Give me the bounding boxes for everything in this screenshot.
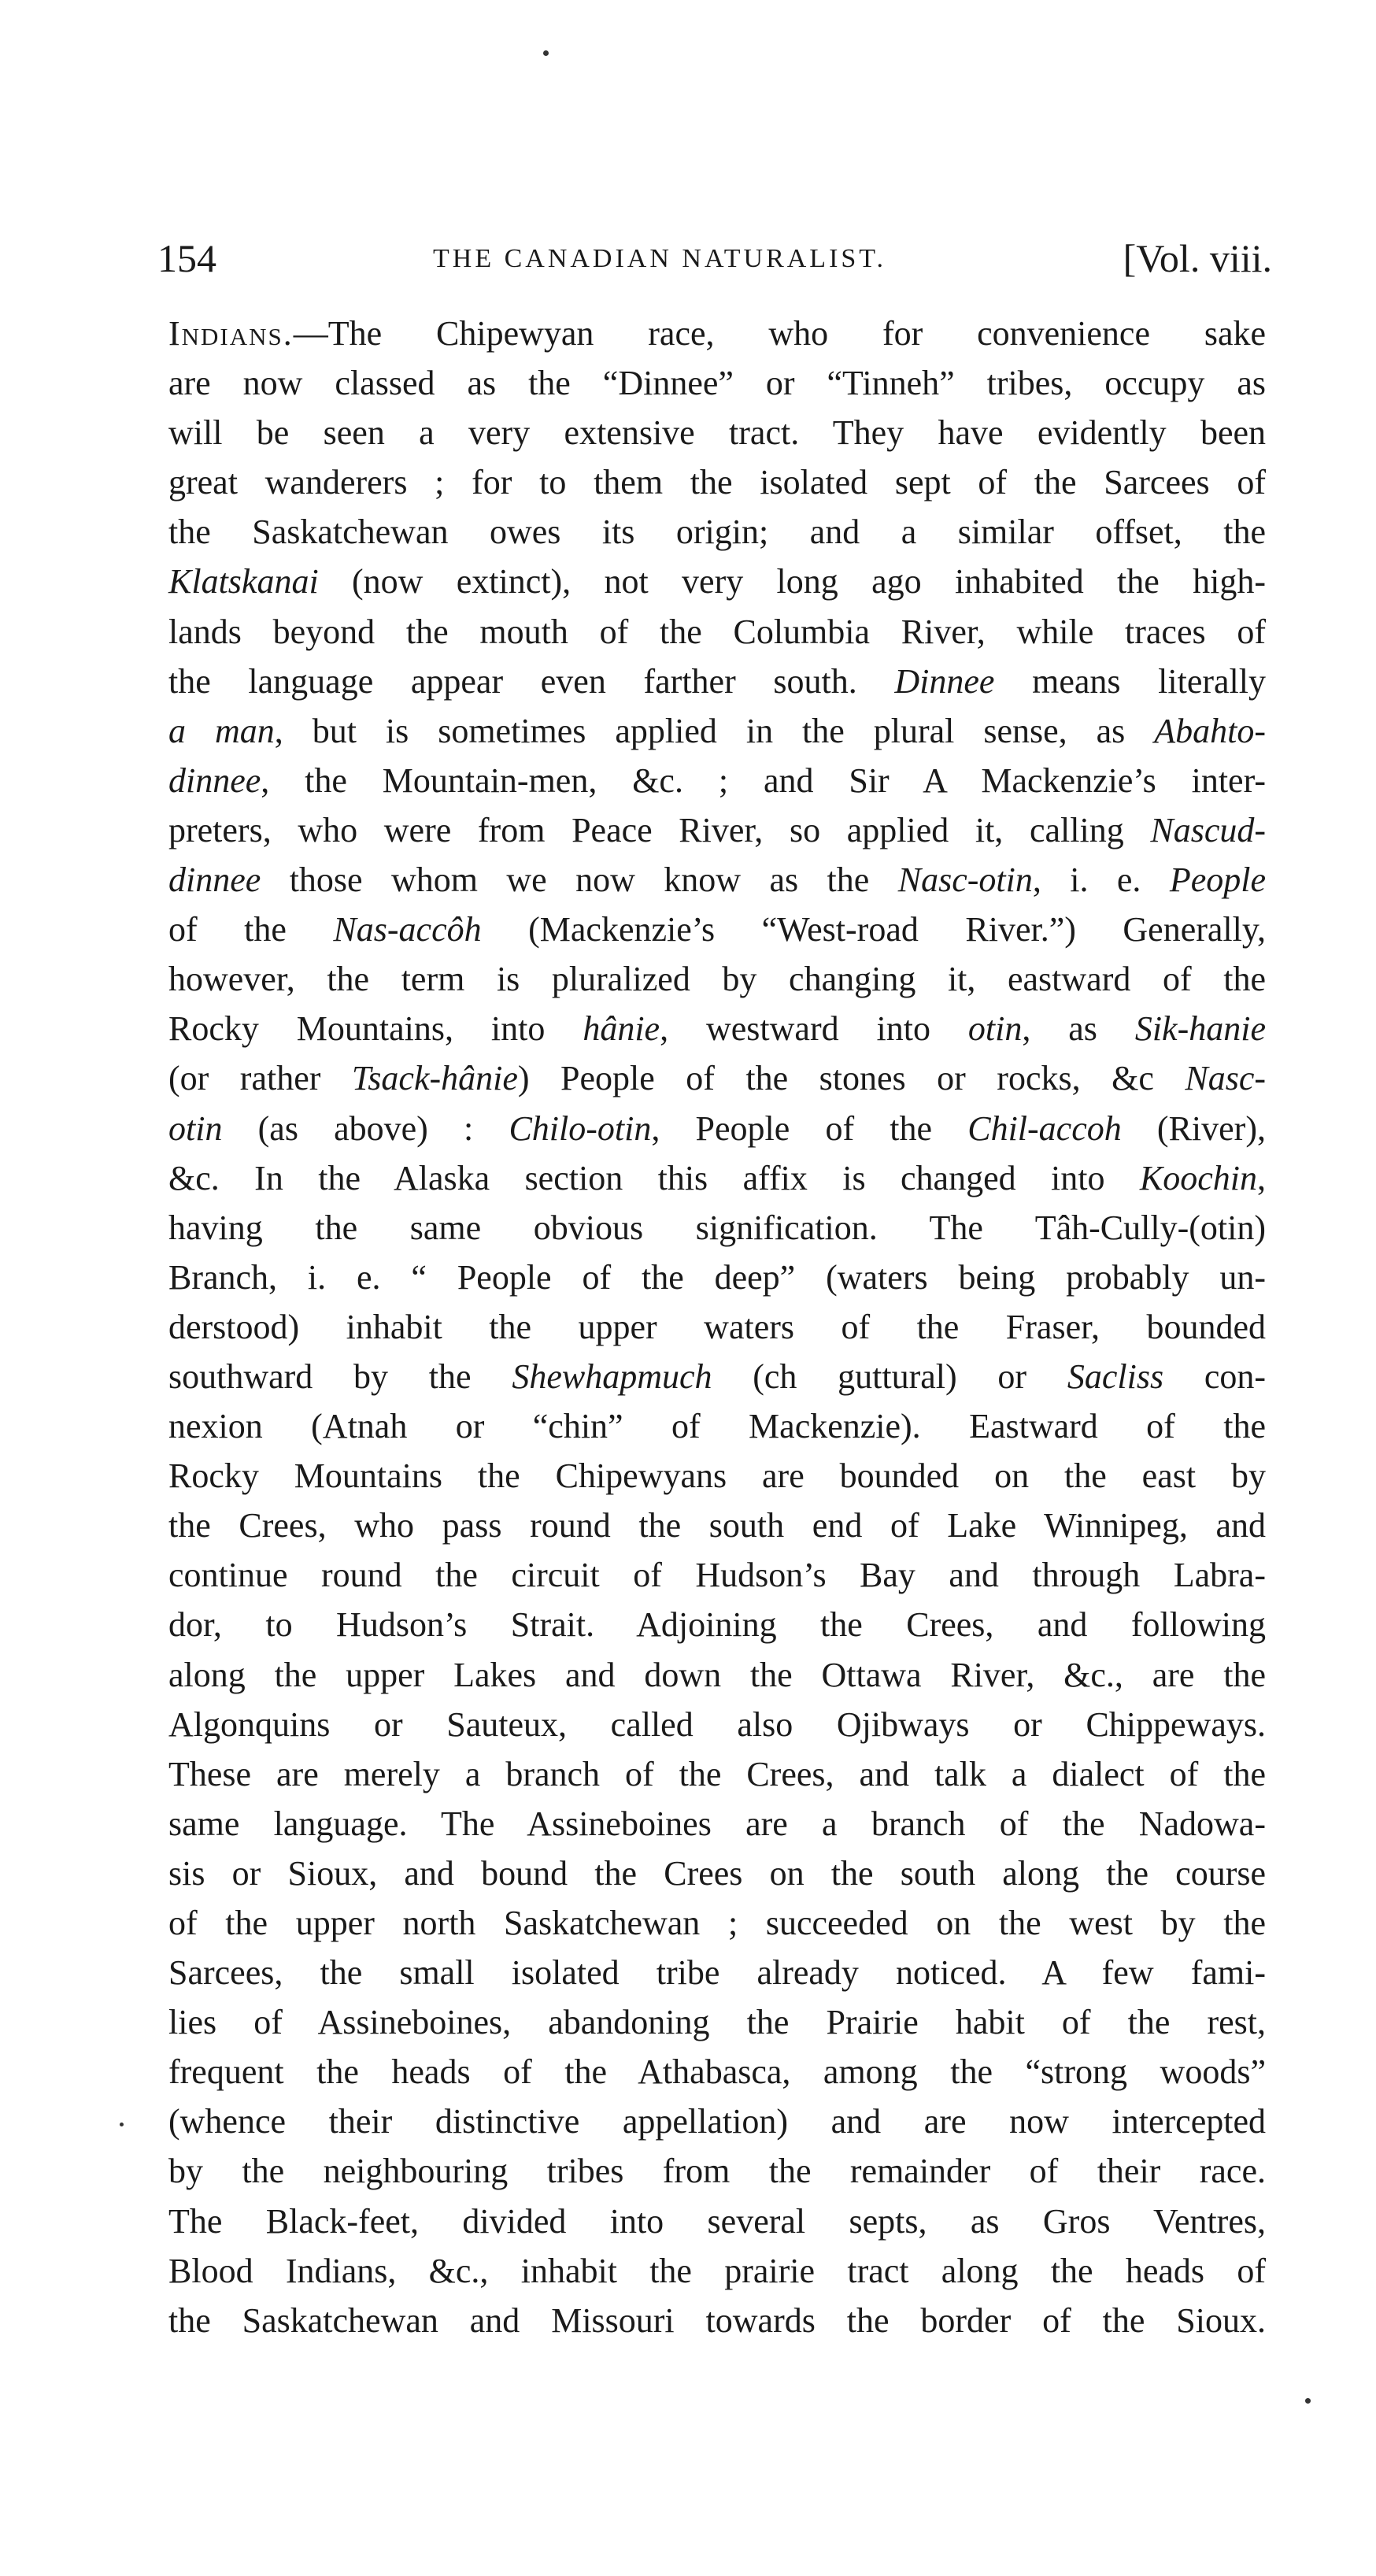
text-line [168, 1302, 1266, 1352]
text-run: those whom we now know as the [261, 861, 898, 900]
section-lead: Indians. [168, 314, 294, 353]
text-line [168, 1004, 1266, 1053]
text-line [168, 1898, 1266, 1948]
text-line [168, 2246, 1266, 2296]
text-run: lies of Assineboines, abandoning the Prairie habit of the rest, [168, 2003, 1266, 2042]
text-line [168, 1401, 1266, 1451]
text-run: , i. e. [1032, 861, 1170, 900]
speck-mark [543, 50, 549, 56]
text-run: (whence their distinctive appellation) and are now intercepted [168, 2102, 1266, 2141]
text-line [168, 2296, 1266, 2345]
italic-term: Koochin [1139, 1158, 1257, 1197]
text-run: the language appear even farther south. [168, 661, 895, 701]
text-line [168, 507, 1266, 557]
italic-term: People [1169, 861, 1267, 900]
text-line [168, 1997, 1266, 2047]
text-run: of the [168, 910, 334, 949]
text-line [168, 905, 1266, 954]
text-line [168, 607, 1266, 657]
text-run: lands beyond the mouth of the Columbia River, while traces of [168, 612, 1266, 651]
text-run: , People of the [651, 1108, 968, 1148]
volume-label: [Vol. viii. [1123, 236, 1272, 280]
text-run: are now classed as the “Dinnee” or “Tinneh” tribes, occupy as [168, 364, 1266, 403]
text-line [168, 1104, 1266, 1153]
text-line [168, 954, 1266, 1004]
text-line [168, 1352, 1266, 1401]
text-run: by the neighbouring tribes from the remainder of their race. [168, 2152, 1266, 2191]
italic-term: otin [967, 1009, 1023, 1049]
text-run: , westward into [660, 1009, 968, 1049]
text-run: Branch, i. e. “ People of the deep” (waters being probably un- [168, 1257, 1266, 1297]
italic-term: dinnee [168, 761, 261, 800]
running-title: THE CANADIAN NATURALIST. [433, 244, 887, 273]
text-line [168, 1799, 1266, 1849]
italic-term: Abahto- [1154, 711, 1266, 750]
text-run: , but is sometimes applied in the plural sense, as [274, 711, 1155, 750]
text-run: (or rather [168, 1059, 352, 1098]
text-run: continue round the circuit of Hudson’s Bay and through Labra- [168, 1556, 1266, 1595]
text-line [168, 1650, 1266, 1700]
text-line [168, 1550, 1266, 1600]
text-run: nexion (Atnah or “chin” of Mackenzie). Eastward of the [168, 1407, 1266, 1446]
text-run: dor, to Hudson’s Strait. Adjoining the Crees, and following [168, 1605, 1266, 1645]
italic-term: Tsack-hânie [351, 1059, 518, 1098]
text-run: the Saskatchewan owes its origin; and a similar offset, the [168, 513, 1266, 552]
text-run: (Mackenzie’s “West-road River.”) Generally, [481, 910, 1266, 949]
text-line [168, 855, 1266, 905]
italic-term: Sik-hanie [1134, 1009, 1266, 1049]
text-line [168, 557, 1266, 606]
text-run: means literally [994, 661, 1267, 701]
italic-term: Chilo-otin [509, 1108, 652, 1148]
text-run: will be seen a very extensive tract. They have evidently been [168, 413, 1266, 453]
text-line [168, 805, 1266, 855]
text-line [168, 1948, 1266, 1997]
text-run: con- [1163, 1356, 1267, 1396]
text-line [168, 657, 1266, 706]
italic-term: Nasc- [1185, 1059, 1266, 1098]
text-run: sis or Sioux, and bound the Crees on the south along the course [168, 1853, 1266, 1893]
italic-term: Nasc-otin [897, 861, 1033, 900]
text-line [168, 2146, 1266, 2196]
italic-term: Shewhapmuch [512, 1356, 712, 1396]
text-run: Rocky Mountains the Chipewyans are bounded on the east by [168, 1456, 1266, 1496]
text-run: ) People of the stones or rocks, &c [517, 1059, 1186, 1098]
running-header [157, 235, 1272, 282]
italic-term: Nascud- [1150, 810, 1266, 849]
text-run: , as [1022, 1009, 1135, 1049]
text-run: Blood Indians, &c., inhabit the prairie tract along the heads of [168, 2251, 1266, 2290]
text-run: preters, who were from Peace River, so applied it, calling [168, 810, 1151, 849]
text-run: frequent the heads of the Athabasca, among the “strong woods” [168, 2052, 1266, 2092]
text-run: (now extinct), not very long ago inhabited the high- [318, 562, 1266, 601]
text-run: of the upper north Saskatchewan ; succeeded on the west by the [168, 1904, 1266, 1942]
text-line [168, 1749, 1266, 1799]
text-run: Algonquins or Sauteux, called also Ojibways or Chippeways. [168, 1704, 1266, 1744]
text-run: , [1257, 1158, 1266, 1197]
text-run: along the upper Lakes and down the Ottawa River, &c., are the [168, 1655, 1266, 1694]
text-line [168, 2197, 1266, 2246]
italic-term: Chil-accoh [967, 1108, 1122, 1148]
text-line [168, 1849, 1266, 1898]
text-run: great wanderers ; for to them the isolated sept of the Sarcees of [168, 463, 1266, 502]
text-run: the Saskatchewan and Missouri towards the border of the Sioux. [168, 2300, 1266, 2340]
text-line [168, 1501, 1266, 1550]
italic-term: Sacliss [1067, 1356, 1164, 1396]
italic-term: hânie [583, 1009, 660, 1049]
italic-term: otin [168, 1108, 223, 1148]
text-run: &c. In the Alaska section this affix is changed into [168, 1158, 1140, 1197]
page-number: 154 [157, 236, 216, 280]
text-line [168, 1700, 1266, 1749]
text-run: same language. The Assineboines are a branch of the Nadowa- [168, 1804, 1266, 1843]
text-line [168, 309, 1266, 358]
text-run: southward by the [168, 1356, 512, 1396]
text-run: the Crees, who pass round the south end of Lake Winnipeg, and [168, 1506, 1266, 1545]
text-line [168, 2097, 1266, 2146]
text-line [168, 358, 1266, 408]
text-line [168, 457, 1266, 507]
margin-mark [120, 2123, 124, 2126]
text-line [168, 1451, 1266, 1501]
italic-term: Klatskanai [168, 562, 319, 601]
text-line [168, 1600, 1266, 1649]
text-run: Rocky Mountains, into [168, 1009, 583, 1049]
text-run: , the Mountain-men, &c. ; and Sir A Mackenzie’s inter- [261, 761, 1266, 800]
text-line [168, 1253, 1266, 1302]
text-run: however, the term is pluralized by changing it, eastward of the [168, 960, 1266, 999]
text-run: having the same obvious signification. The Tâh-Cully-(otin) [168, 1208, 1266, 1247]
italic-term: a man [168, 711, 275, 750]
text-line [168, 1153, 1266, 1203]
speck-mark [1305, 2398, 1311, 2404]
text-run: The Black-feet, divided into several septs, as Gros Ventres, [168, 2201, 1266, 2241]
text-line [168, 2047, 1266, 2097]
text-line [168, 1203, 1266, 1253]
italic-term: Dinnee [894, 661, 995, 701]
text-run: (as above) : [222, 1108, 509, 1148]
text-run: (River), [1121, 1108, 1266, 1148]
text-run: Sarcees, the small isolated tribe already noticed. A few fami- [168, 1953, 1266, 1993]
text-run: derstood) inhabit the upper waters of the Fraser, bounded [168, 1307, 1266, 1346]
body-paragraph [168, 309, 1266, 2345]
text-line [168, 706, 1266, 756]
text-line [168, 1053, 1266, 1103]
italic-term: dinnee [168, 861, 261, 900]
text-line [168, 756, 1266, 805]
italic-term: Nas-accôh [333, 910, 482, 949]
text-run: These are merely a branch of the Crees, and talk a dialect of the [168, 1754, 1266, 1793]
text-run: (ch guttural) or [712, 1356, 1067, 1396]
text-line [168, 408, 1266, 457]
text-run: —The Chipewyan race, who for convenience sake [293, 314, 1266, 353]
